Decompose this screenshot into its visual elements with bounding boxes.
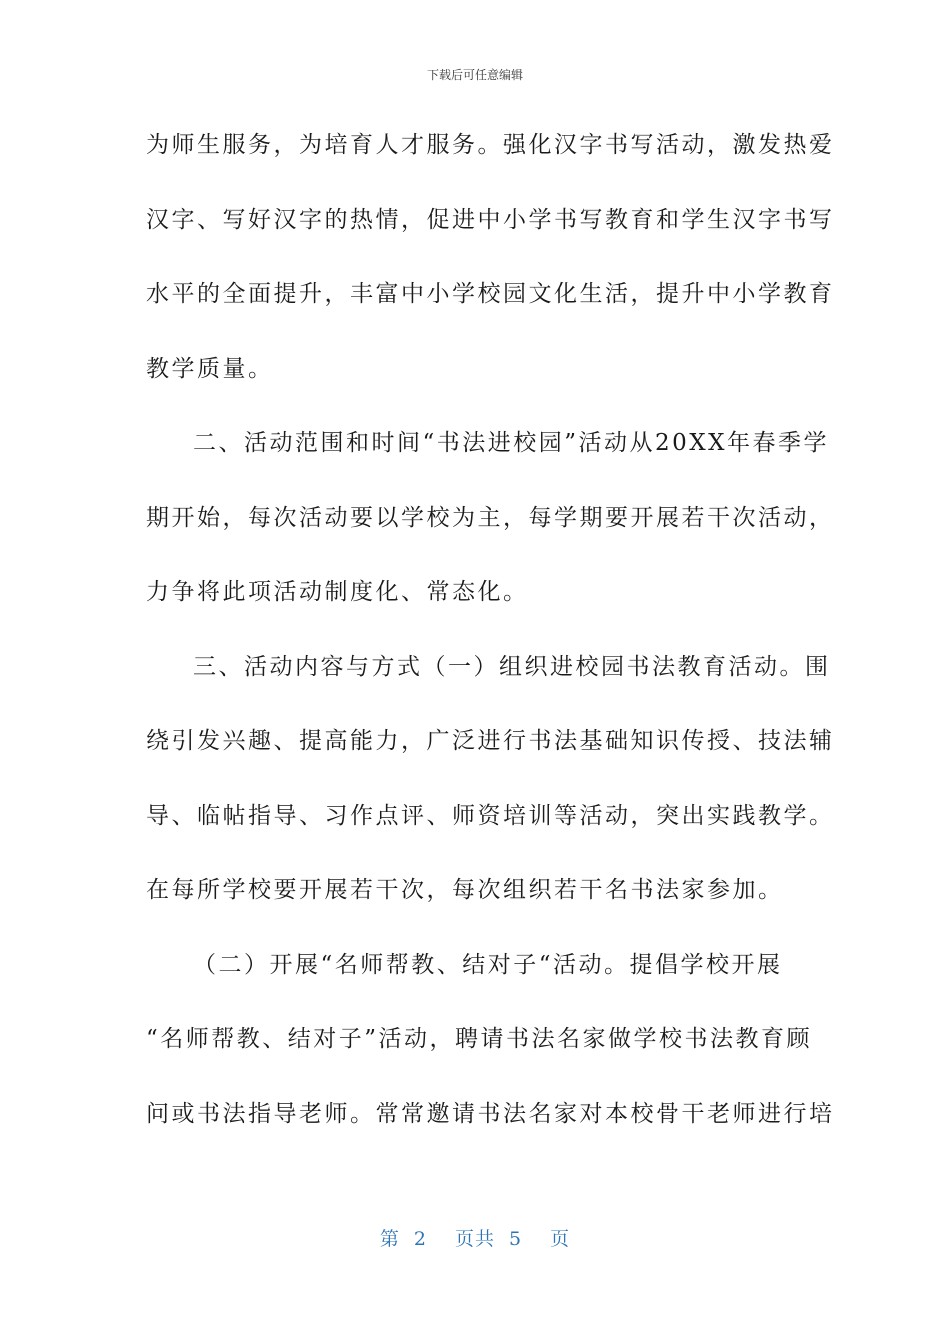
section-heading-line: （二）开展“名师帮教、结对子“活动。提倡学校开展 — [193, 951, 783, 978]
body-line: 在每所学校要开展若干次，每次组织若干名书法家参加。 — [146, 877, 784, 903]
body-line: 水平的全面提升，丰富中小学校园文化生活，提升中小学教育 — [146, 281, 835, 307]
body-line: 问或书法指导老师。常常邀请书法名家对本校骨干老师进行培 — [146, 1100, 835, 1127]
footer-suffix: 页 — [550, 1228, 571, 1250]
body-line: 教学质量。 — [146, 355, 274, 382]
document-body — [146, 120, 835, 1163]
footer-page-number: 2 — [413, 1228, 427, 1250]
body-line: 力争将此项活动制度化、常态化。 — [146, 579, 529, 605]
section-heading-line: 二、活动范围和时间“书法进校园”活动从20XX年春季学 — [193, 430, 830, 456]
body-line: 导、临帖指导、习作点评、师资培训等活动，突出实践教学。 — [146, 802, 835, 829]
body-line: 汉字、写好汉字的热情，促进中小学书写教育和学生汉字书写 — [146, 206, 835, 233]
body-line: 为师生服务，为培育人才服务。强化汉字书写活动，激发热爱 — [146, 132, 835, 158]
footer-total-pages: 5 — [509, 1228, 523, 1250]
footer-prefix: 第 — [379, 1228, 400, 1250]
page-header-note: 下载后可任意编辑 — [426, 68, 523, 82]
section-heading-line: 三、活动内容与方式（一）组织进校园书法教育活动。围 — [193, 653, 831, 680]
body-line: “名师帮教、结对子”活动，聘请书法名家做学校书法教育顾 — [146, 1026, 813, 1052]
page-footer — [0, 1224, 950, 1251]
body-line: 绕引发兴趣、提高能力，广泛进行书法基础知识传授、技法辅 — [146, 728, 835, 754]
body-line: 期开始，每次活动要以学校为主，每学期要开展若干次活动， — [146, 504, 835, 531]
footer-middle: 页共 — [454, 1228, 495, 1250]
